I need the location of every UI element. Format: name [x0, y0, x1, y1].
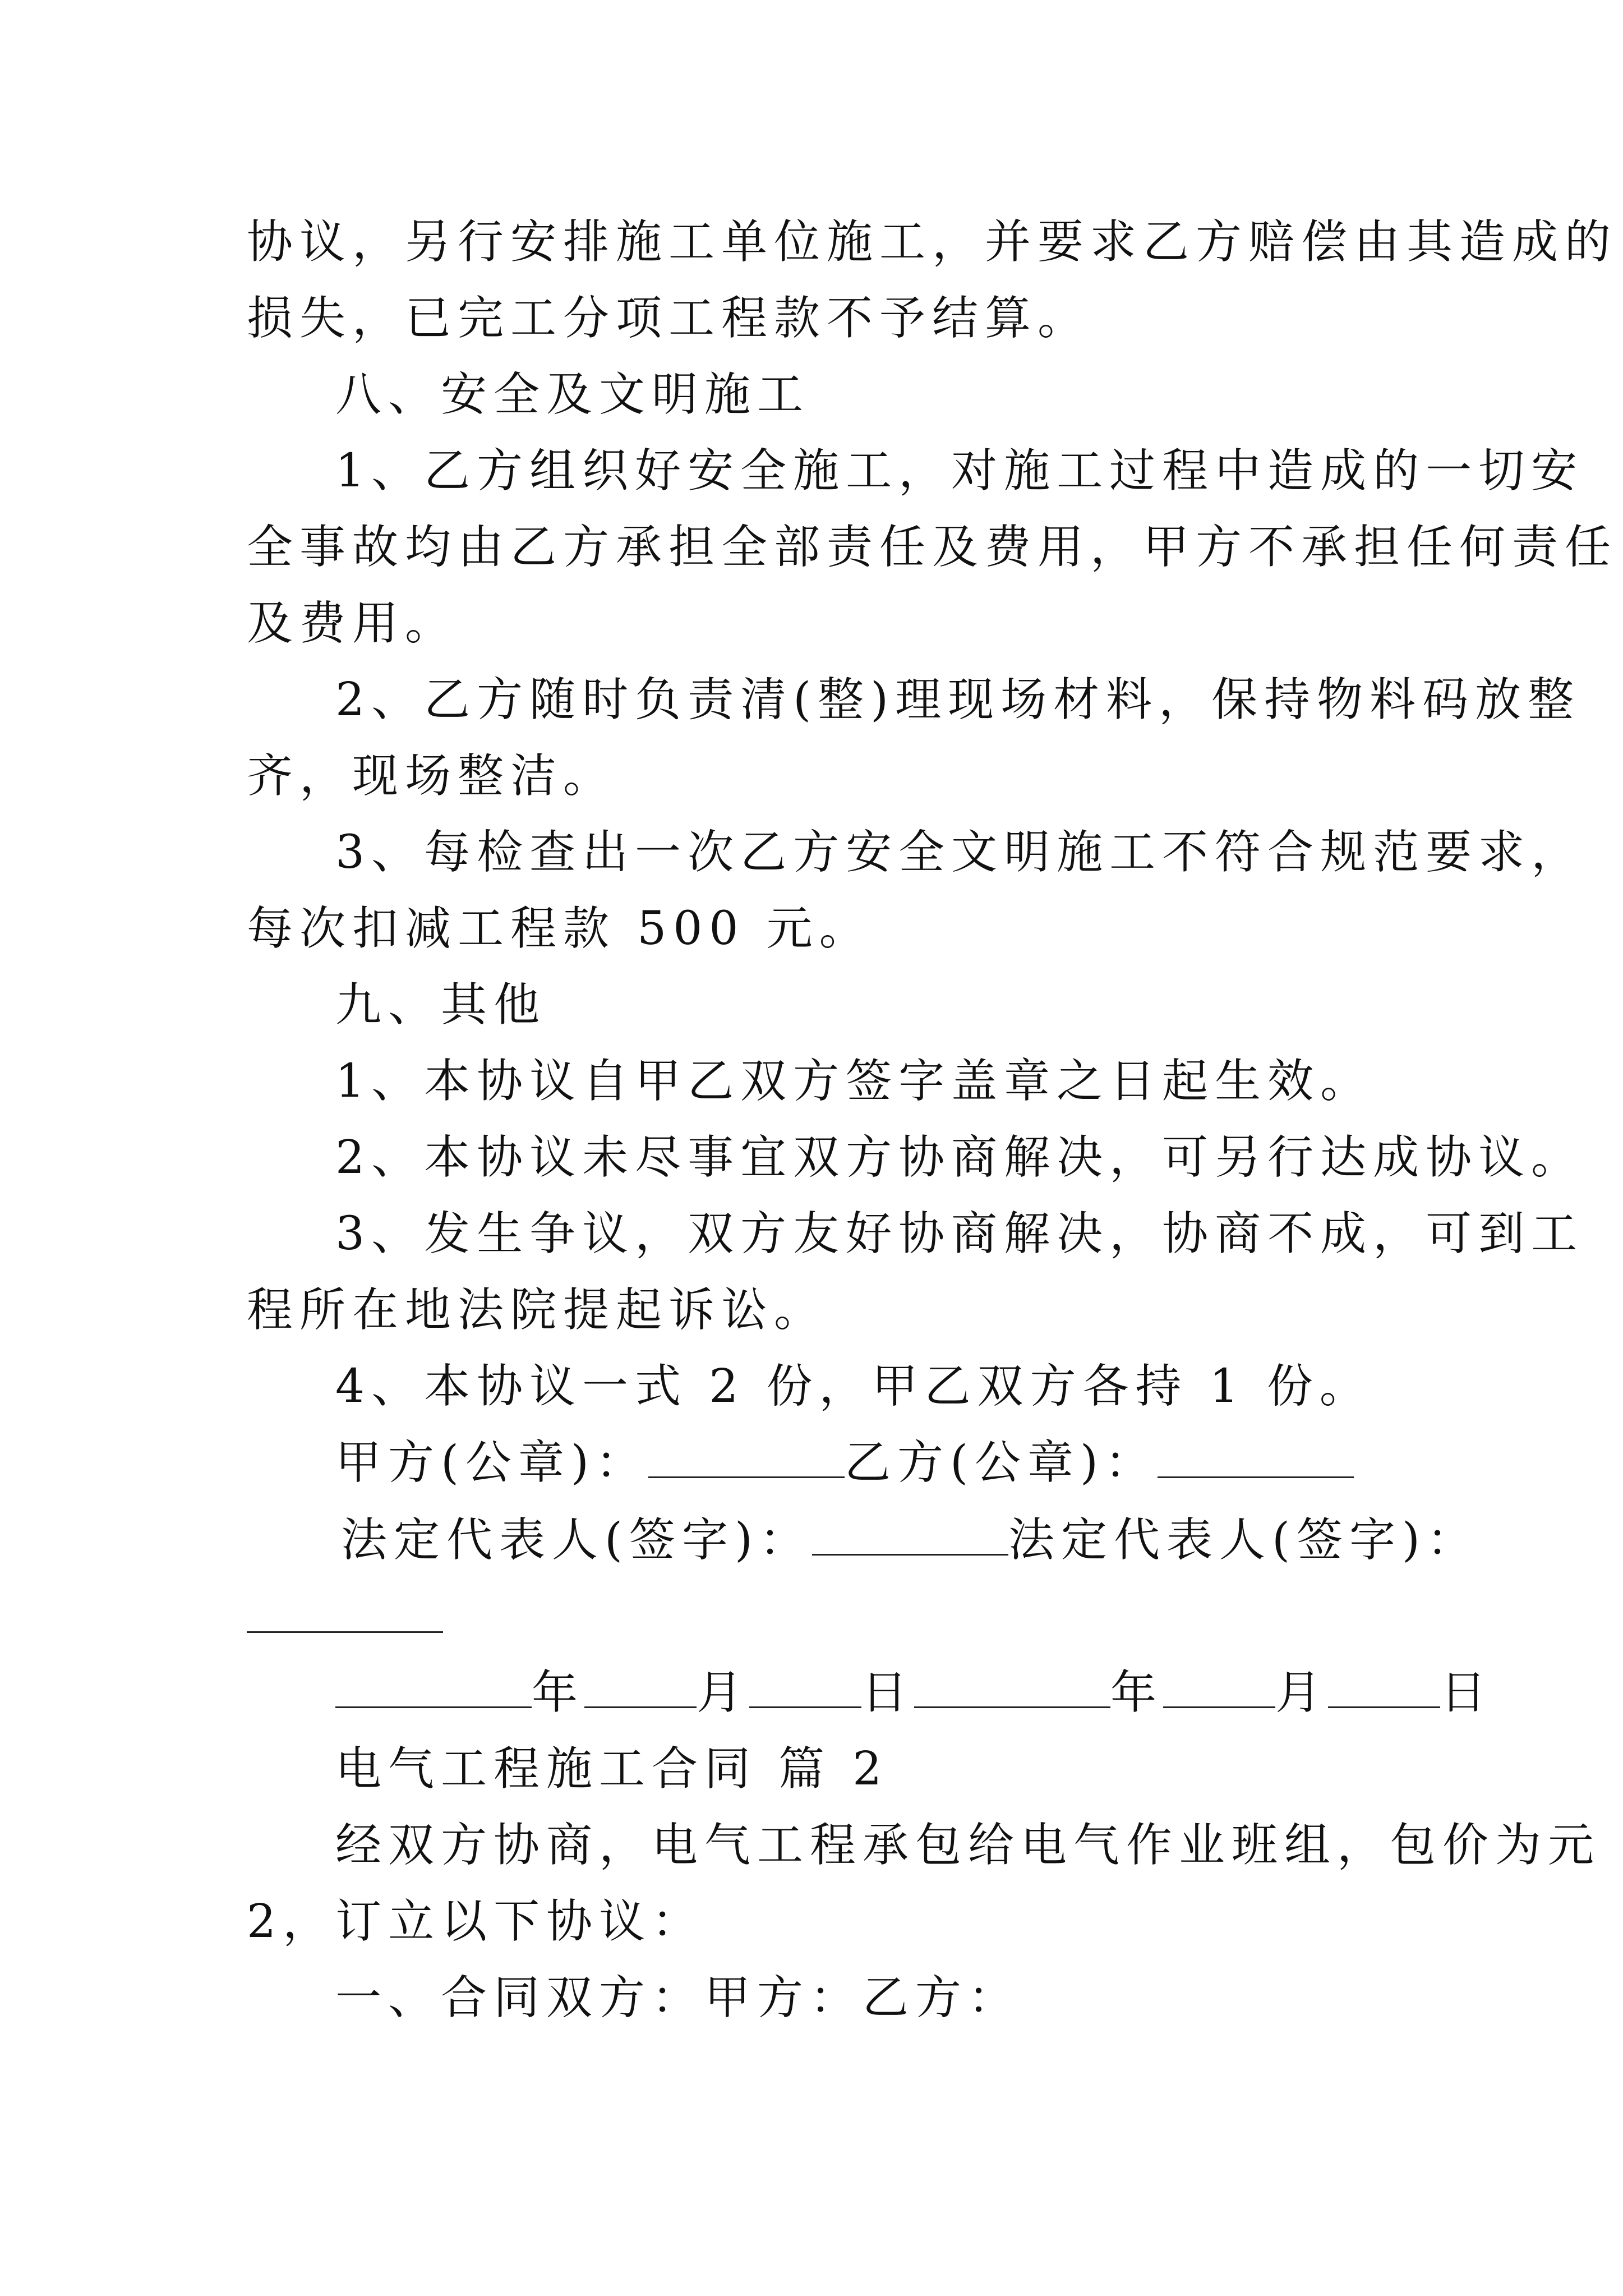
- section-title: 电气工程施工合同 篇 2: [335, 1742, 889, 1796]
- section-heading-other: 九、其他: [335, 978, 547, 1032]
- party-b-seal-label: 乙方(公章)：: [844, 1436, 1158, 1489]
- text-line: 1、本协议自甲乙双方签字盖章之日起生效。: [335, 1055, 1373, 1108]
- parties-line: 一、合同双方：甲方：乙方：: [335, 1971, 1021, 2024]
- month-b-blank: [1163, 1667, 1275, 1708]
- year-a-blank: [335, 1667, 532, 1708]
- text-line: 2、本协议未尽事宜双方协商解决，可另行达成协议。: [335, 1131, 1584, 1184]
- date-line: [335, 1665, 1493, 1721]
- party-a-seal-label: 甲方(公章)：: [335, 1436, 648, 1489]
- text-line: 4、本协议一式 2 份，甲乙双方各持 1 份。: [335, 1360, 1372, 1413]
- text-line: 2，订立以下协议：: [247, 1895, 705, 1948]
- day-b-blank: [1328, 1667, 1440, 1708]
- text-line: 程所在地法院提起诉讼。: [247, 1283, 827, 1337]
- party-a-seal-blank: [648, 1437, 845, 1478]
- text-line: 损失，已完工分项工程款不予结算。: [247, 292, 1091, 345]
- text-line: 1、乙方组织好安全施工，对施工过程中造成的一切安: [335, 444, 1584, 498]
- representative-line: [341, 1512, 1479, 1568]
- text-line: 齐，现场整洁。: [247, 749, 616, 803]
- text-line: 2、乙方随时负责清(整)理现场材料，保持物料码放整: [335, 673, 1581, 726]
- month-a-label: 月: [697, 1666, 750, 1719]
- section-heading-safety: 八、安全及文明施工: [335, 368, 810, 421]
- rep-a-label: 法定代表人(签字)：: [341, 1513, 812, 1567]
- seal-line: [335, 1435, 1391, 1491]
- month-a-blank: [584, 1667, 697, 1708]
- text-line: 全事故均由乙方承担全部责任及费用，甲方不承担任何责任: [247, 521, 1618, 574]
- year-a-label: 年: [532, 1666, 585, 1719]
- day-a-blank: [749, 1667, 861, 1708]
- month-b-label: 月: [1275, 1666, 1329, 1719]
- party-b-seal-blank: [1158, 1437, 1354, 1478]
- rep-b-blank: [247, 1631, 443, 1633]
- text-line: 3、每检查出一次乙方安全文明施工不符合规范要求，: [335, 826, 1584, 879]
- text-line: 经双方协商，电气工程承包给电气作业班组，包价为元: [335, 1819, 1601, 1872]
- text-line: 每次扣减工程款 500 元。: [247, 902, 872, 955]
- text-line: 协议，另行安排施工单位施工，并要求乙方赔偿由其造成的: [247, 215, 1618, 269]
- text-line: 及费用。: [247, 597, 458, 650]
- year-b-blank: [914, 1667, 1110, 1708]
- year-b-label: 年: [1110, 1666, 1164, 1719]
- rep-b-label: 法定代表人(签字)：: [1008, 1513, 1479, 1567]
- day-b-label: 日: [1440, 1666, 1493, 1719]
- text-line: 3、发生争议，双方友好协商解决，协商不成，可到工: [335, 1207, 1584, 1260]
- rep-a-blank: [812, 1515, 1008, 1556]
- day-a-label: 日: [861, 1666, 915, 1719]
